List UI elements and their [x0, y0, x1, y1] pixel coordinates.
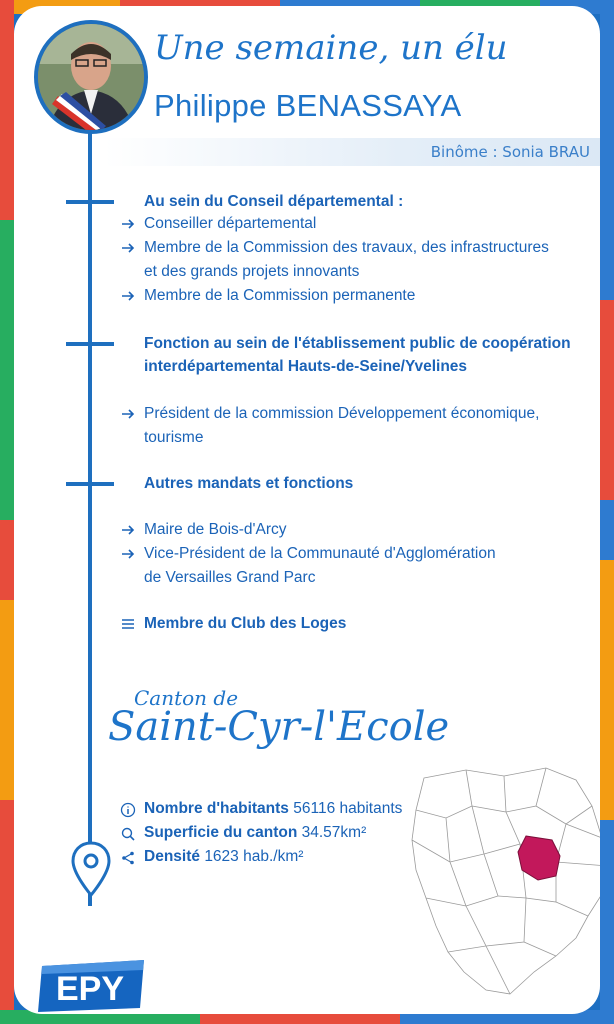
timeline-tick-v [88, 188, 92, 216]
location-pin-icon [68, 840, 114, 900]
item-text: Président de la commission Développement économique, [144, 405, 540, 422]
club-item [144, 612, 346, 636]
section-autres-title: Autres mandats et fonctions [144, 475, 354, 492]
arrow-right-icon [120, 522, 136, 538]
content-card [14, 6, 600, 1014]
section-epi-title-1: Fonction au sein de l'établissement public de coopération [144, 335, 571, 352]
club-text: Membre du Club des Loges [144, 615, 347, 632]
canton-map [406, 766, 600, 1002]
info-icon [120, 802, 136, 818]
list-item-continued [144, 260, 359, 284]
arrow-right-icon [120, 240, 136, 256]
binome-bar [104, 138, 600, 166]
elected-name: Philippe BENASSAYA [154, 88, 462, 123]
canton-prefix: Canton de [134, 686, 239, 710]
item-text: tourisme [144, 429, 204, 446]
list-item-continued [144, 426, 203, 450]
section-conseil-title: Au sein du Conseil départemental : [144, 193, 404, 210]
stat-label: Superficie du canton [144, 824, 298, 841]
section-epi-title-2: interdépartemental Hauts-de-Seine/Yvelines [144, 358, 468, 375]
logo-text: EPY [55, 970, 125, 1008]
menu-icon [120, 616, 136, 632]
item-text: et des grands projets innovants [144, 263, 360, 280]
list-item [144, 518, 287, 542]
portrait-photo [34, 20, 148, 134]
list-item [144, 284, 415, 308]
arrow-right-icon [120, 288, 136, 304]
canton-name: Saint-Cyr-l'Ecole [108, 704, 450, 750]
timeline-line [88, 126, 92, 906]
stat-value: 1623 hab./km² [204, 848, 304, 865]
item-text: Vice-Président de la Communauté d'Agglomération [144, 545, 496, 562]
list-item [144, 542, 496, 566]
series-title: Une semaine, un élu [154, 28, 508, 68]
item-text: Maire de Bois-d'Arcy [144, 521, 287, 538]
list-item [144, 236, 549, 260]
stat-value: 34.57km² [301, 824, 367, 841]
item-text: de Versailles Grand Parc [144, 569, 316, 586]
list-item [144, 402, 539, 426]
arrow-right-icon [120, 406, 136, 422]
stat-label: Nombre d'habitants [144, 800, 289, 817]
stat-habitants [144, 800, 402, 818]
list-item-continued [144, 566, 315, 590]
item-text: Membre de la Commission permanente [144, 287, 416, 304]
stat-superficie [144, 824, 366, 842]
arrow-right-icon [120, 216, 136, 232]
timeline-tick-v [88, 330, 92, 358]
stat-label: Densité [144, 848, 200, 865]
arrow-right-icon [120, 546, 136, 562]
item-text: Membre de la Commission des travaux, des infrastructures [144, 239, 549, 256]
item-text: Conseiller départemental [144, 215, 317, 232]
epy-logo [38, 956, 148, 1014]
binome-text: Binôme : Sonia BRAU [430, 143, 590, 161]
share-icon [120, 850, 136, 866]
list-item [144, 212, 316, 236]
stat-value: 56116 habitants [293, 800, 403, 817]
stat-densite [144, 848, 303, 866]
timeline-tick-v [88, 470, 92, 498]
search-icon [120, 826, 136, 842]
